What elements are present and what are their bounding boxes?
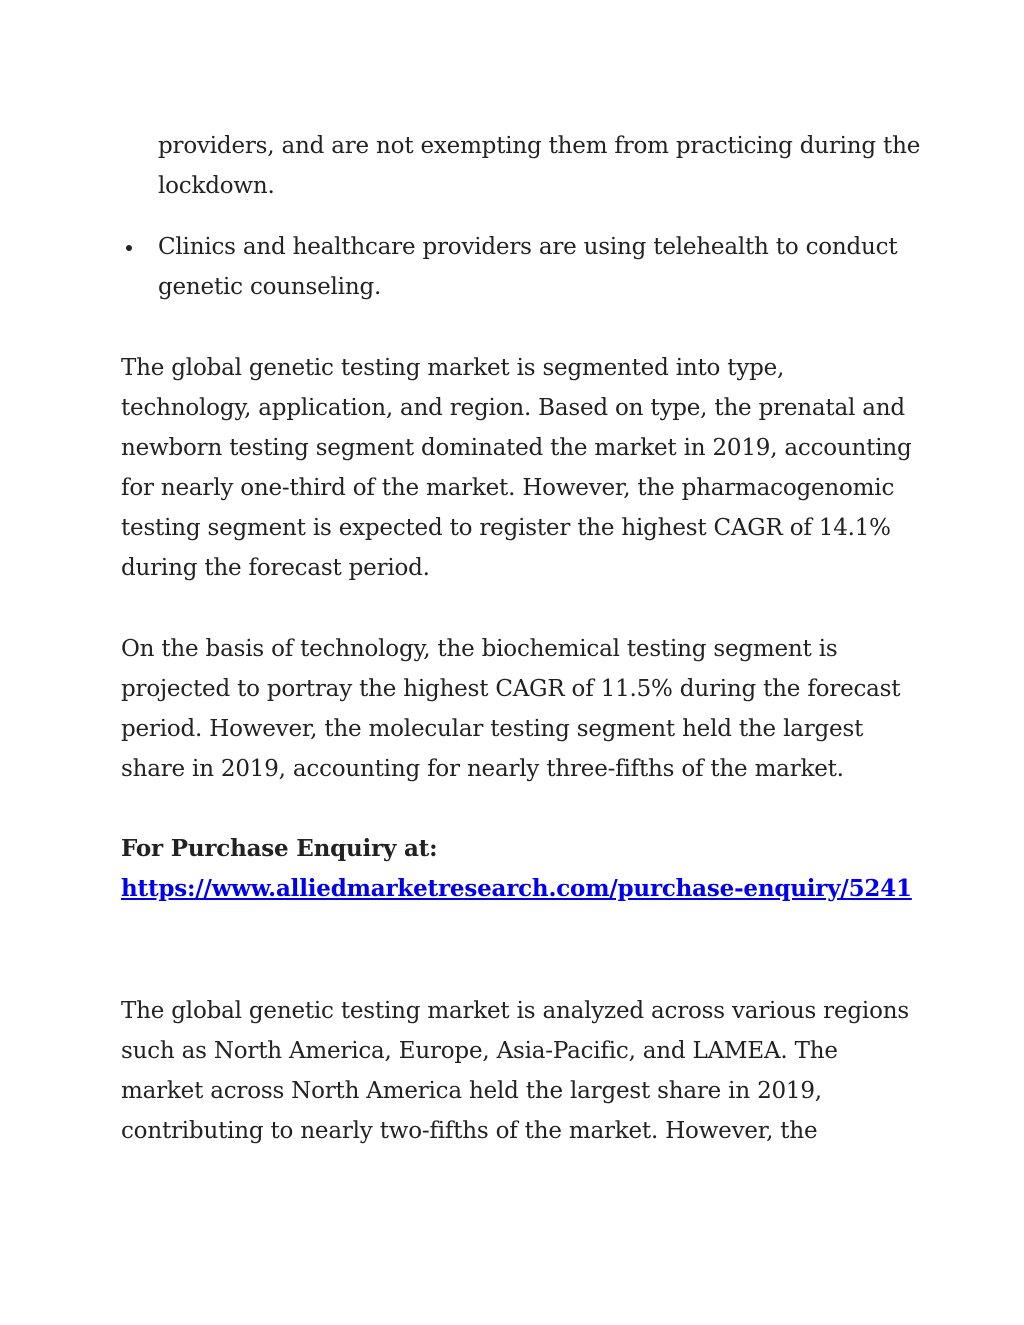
purchase-enquiry-link[interactable]: https://www.alliedmarketresearch.com/purchase-enquiry/5241 [121, 875, 912, 902]
bullet-icon [126, 245, 132, 251]
list-item-continuation [158, 126, 938, 206]
list-item-text: providers, and are not exempting them from practicing during the lockdown. [158, 133, 921, 199]
paragraph-technology: On the basis of technology, the biochemical testing segment is projected to portray the highest CAGR of 11.5% during the forecast period. However, the molecular testing segment held the largest share in 2019, accounting for nearly three-fifths of the market. [121, 636, 901, 782]
list-item-text: Clinics and healthcare providers are using telehealth to conduct genetic counseling. [158, 234, 898, 300]
purchase-enquiry-label: For Purchase Enquiry at: [121, 835, 438, 862]
paragraph-segmentation: The global genetic testing market is segmented into type, technology, application, and region. Based on type, the prenatal and newborn testing segment dominated the market in 2019, accounting for nearly one-third of the market. However, the pharmacogenomic testing segment is expected to register the highest CAGR of 14.1% during the forecast period. [121, 355, 912, 581]
purchase-enquiry [121, 829, 921, 909]
paragraph-regions: The global genetic testing market is analyzed across various regions such as North America, Europe, Asia-Pacific, and LAMEA. The market across North America held the largest share in 2019, contributing to nearly two-fifths of the market. However, the [121, 998, 909, 1144]
